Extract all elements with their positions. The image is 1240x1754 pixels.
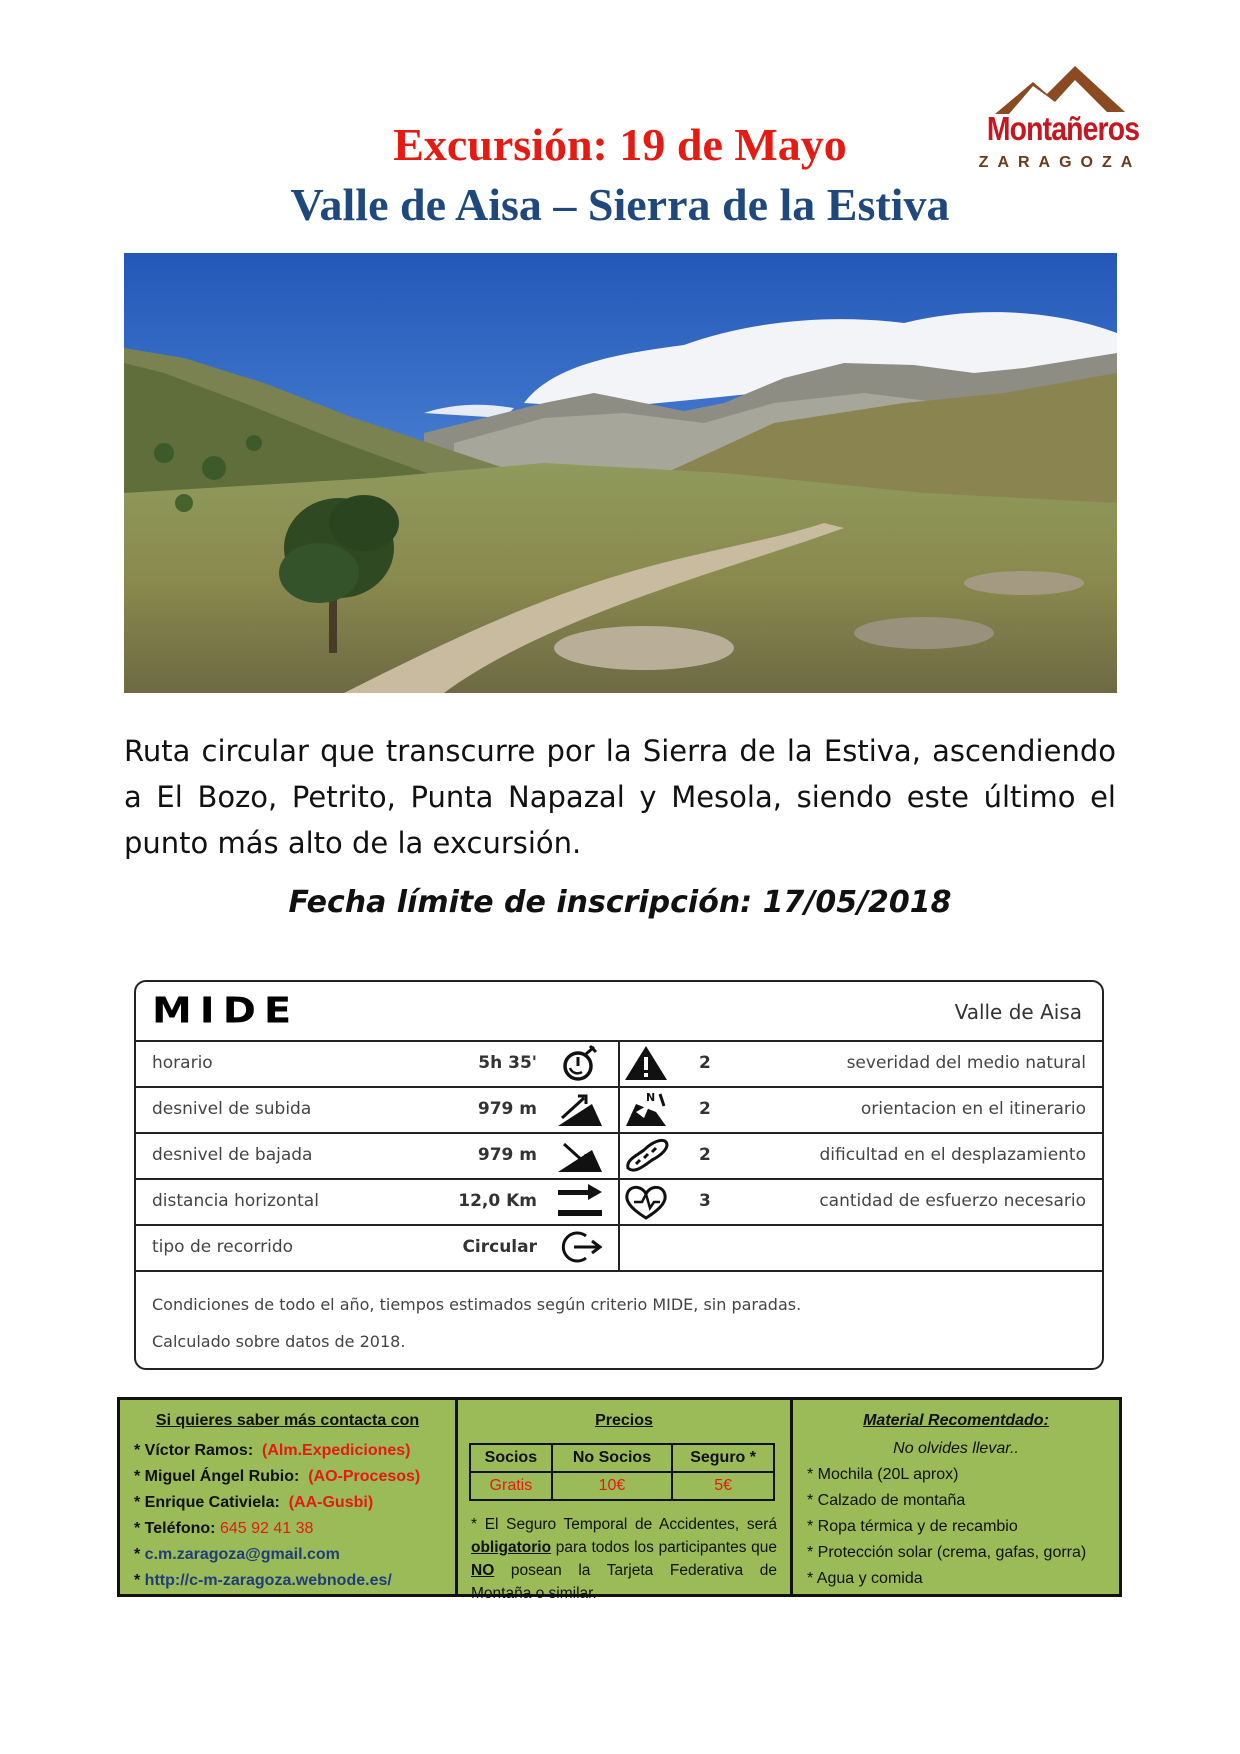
mide-criterion: cantidad de esfuerzo necesario — [819, 1191, 1086, 1211]
mide-row-horario — [136, 1040, 1102, 1088]
table-cell: 10€ — [552, 1472, 672, 1500]
mide-label: desnivel de bajada — [152, 1145, 313, 1165]
material-item: * Protección solar (crema, gafas, gorra) — [807, 1544, 1087, 1561]
table-header-row — [470, 1444, 774, 1472]
contact-heading: Si quieres saber más contacta con — [155, 1412, 420, 1429]
table-row — [470, 1472, 774, 1500]
contact-email: * c.m.zaragoza@gmail.com — [134, 1546, 340, 1563]
contact-name: Enrique Cativiela: — [144, 1494, 280, 1511]
mide-score: 2 — [699, 1053, 711, 1073]
contact-line: * Víctor Ramos: (Alm.Expediciones) — [134, 1442, 411, 1459]
contact-role: (Alm.Expediciones) — [262, 1442, 411, 1459]
contact-line: * Enrique Cativiela: (AA-Gusbi) — [134, 1494, 374, 1511]
club-logo — [975, 62, 1145, 177]
mide-label: desnivel de subida — [152, 1099, 312, 1119]
contact-role: (AA-Gusbi) — [288, 1494, 374, 1511]
compass-icon — [622, 1090, 670, 1128]
prices-column — [458, 1400, 793, 1602]
mide-card — [134, 980, 1104, 1370]
material-column — [793, 1400, 1119, 1594]
valley-photo — [124, 253, 1117, 693]
circular-route-icon — [556, 1228, 604, 1266]
material-heading: Material Recomentdado: — [863, 1412, 1049, 1429]
info-panel — [117, 1397, 1122, 1602]
mide-value: Circular — [462, 1237, 537, 1257]
logo-subword: ZARAGOZA — [978, 154, 1142, 171]
mide-criterion: severidad del medio natural — [846, 1053, 1086, 1073]
website-link[interactable]: http://c-m-zaragoza.webnode.es/ — [144, 1572, 392, 1589]
mide-logo: MIDE — [152, 990, 300, 1032]
table-header: Socios — [470, 1444, 552, 1472]
mide-note: Condiciones de todo el año, tiempos estimados según criterio MIDE, sin paradas. — [152, 1295, 802, 1314]
mide-label: tipo de recorrido — [152, 1237, 294, 1257]
material-item: * Agua y comida — [807, 1570, 923, 1587]
insurance-note: * El Seguro Temporal de Accidentes, será obligatorio para todos los participantes que NO posean la Tarjeta Federativa de Montaña o similar. — [471, 1516, 777, 1602]
table-header: Seguro * — [672, 1444, 774, 1472]
prices-table — [469, 1443, 775, 1501]
mide-value: 979 m — [477, 1145, 537, 1165]
mide-value: 5h 35' — [478, 1053, 537, 1073]
registration-deadline: Fecha límite de inscripción: 17/05/2018 — [288, 885, 952, 920]
route-description: Ruta circular que transcurre por la Sierra de la Estiva, ascendiendo a El Bozo, Petrito, Punta Napazal y Mesola, siendo este último el punto más alto de la excursión. — [124, 734, 1116, 860]
phone-label: Teléfono: — [144, 1520, 216, 1537]
contact-role: (AO-Procesos) — [308, 1468, 421, 1485]
table-header: No Socios — [552, 1444, 672, 1472]
descent-icon — [556, 1136, 604, 1174]
mide-value: 12,0 Km — [458, 1191, 537, 1211]
mide-place: Valle de Aisa — [954, 1000, 1082, 1024]
boot-sole-icon — [622, 1136, 670, 1174]
material-item: * Mochila (20L aprox) — [807, 1466, 959, 1483]
contact-phone: * Teléfono: 645 92 41 38 — [134, 1520, 314, 1537]
mide-score: 3 — [699, 1191, 711, 1211]
heart-effort-icon — [622, 1182, 670, 1220]
mide-row-tipo — [136, 1224, 1102, 1272]
email-link[interactable]: c.m.zaragoza@gmail.com — [144, 1546, 340, 1563]
phone-number[interactable]: 645 92 41 38 — [219, 1520, 314, 1537]
contact-web: * http://c-m-zaragoza.webnode.es/ — [134, 1572, 392, 1589]
page-subtitle: Valle de Aisa – Sierra de la Estiva — [290, 179, 950, 230]
contact-name: Víctor Ramos: — [144, 1442, 254, 1459]
mide-row-distancia — [136, 1178, 1102, 1226]
table-cell: 5€ — [672, 1472, 774, 1500]
logo-word: Montañeros — [986, 110, 1140, 147]
material-item: * Ropa térmica y de recambio — [807, 1518, 1018, 1535]
contact-name: Miguel Ángel Rubio: — [144, 1468, 300, 1485]
contact-line: * Miguel Ángel Rubio: (AO-Procesos) — [134, 1468, 421, 1485]
material-item: * Calzado de montaña — [807, 1492, 966, 1509]
prices-heading: Precios — [595, 1412, 653, 1429]
mide-value: 979 m — [477, 1099, 537, 1119]
warning-icon — [622, 1044, 670, 1082]
distance-arrow-icon — [556, 1182, 604, 1220]
ascent-icon — [556, 1090, 604, 1128]
page-title: Excursión: 19 de Mayo — [393, 119, 847, 170]
mide-note: Calculado sobre datos de 2018. — [152, 1332, 406, 1351]
mide-row-bajada — [136, 1132, 1102, 1180]
stopwatch-icon — [556, 1044, 604, 1082]
mide-criterion: orientacion en el itinerario — [860, 1099, 1086, 1119]
svg-text:N: N — [646, 1091, 656, 1104]
contact-column — [120, 1400, 458, 1594]
mide-criterion: dificultad en el desplazamiento — [819, 1145, 1086, 1165]
mide-label: distancia horizontal — [152, 1191, 319, 1211]
mide-header — [136, 982, 1102, 1042]
mide-score: 2 — [699, 1145, 711, 1165]
table-cell: Gratis — [470, 1472, 552, 1500]
mide-score: 2 — [699, 1099, 711, 1119]
mide-row-subida — [136, 1086, 1102, 1134]
material-subheading: No olvides llevar.. — [893, 1440, 1019, 1457]
mide-label: horario — [152, 1053, 213, 1073]
